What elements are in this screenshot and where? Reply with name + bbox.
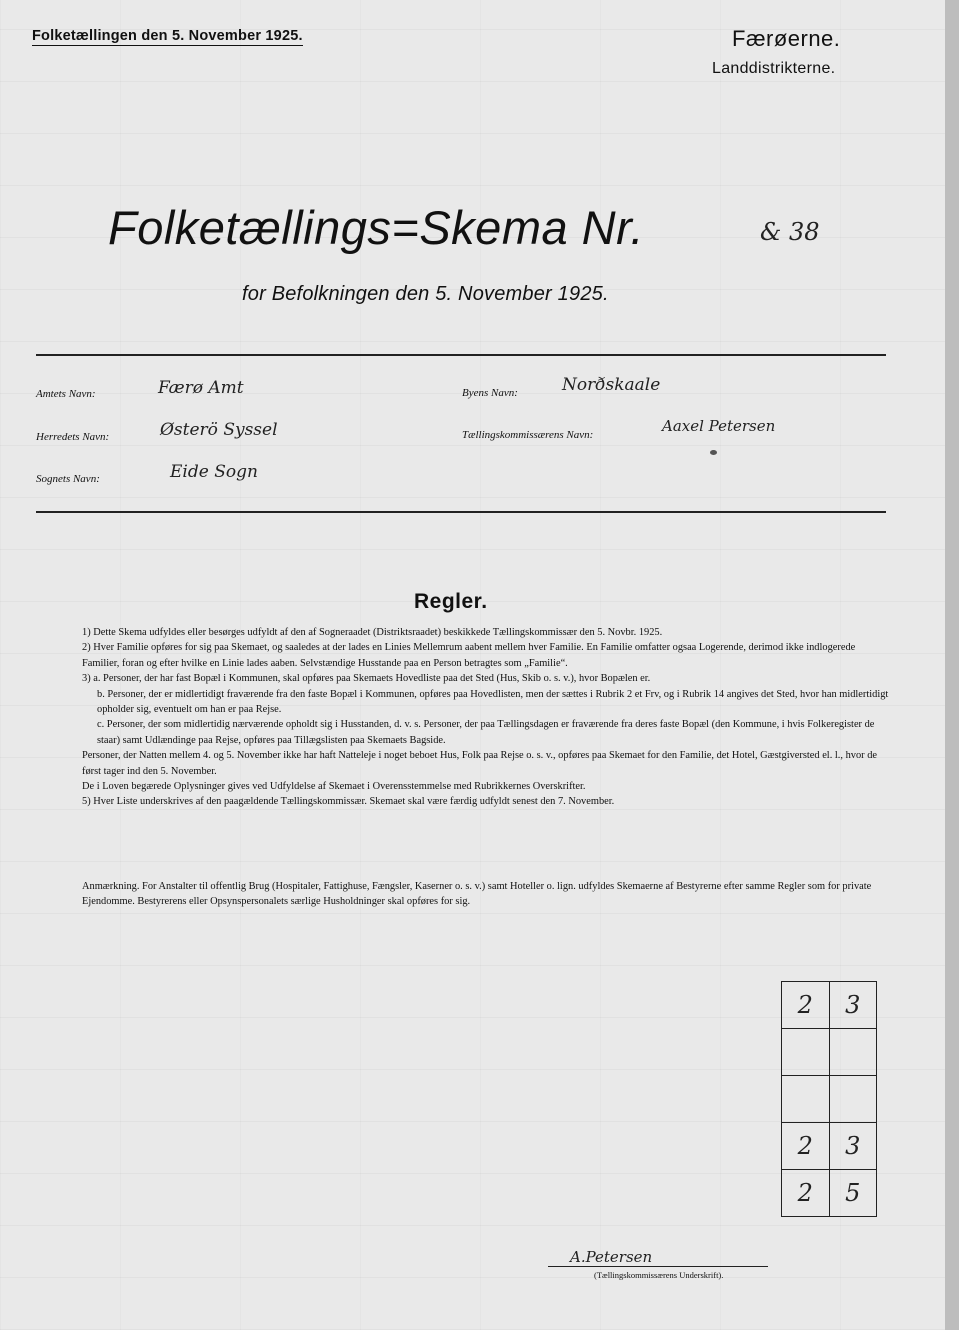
ink-blot	[710, 450, 717, 455]
herred-value: Østerö Syssel	[160, 420, 278, 440]
rule-1: 1) Dette Skema udfyldes eller besørges udfyldt af den af Sogneraadet (Distriktsraadet) beskikkede Tællingskommissær den 5. Novbr. 1925.	[82, 627, 663, 638]
region-title: Færøerne.	[732, 26, 841, 51]
form-title: Folketællings=Skema Nr.	[108, 201, 645, 254]
kommissaer-label: Tællingskommissærens Navn:	[462, 429, 594, 441]
tally-r1-c2: 3	[829, 982, 877, 1029]
top-divider	[36, 354, 886, 356]
rule-5: 5) Hver Liste underskrives af den paagældende Tællingskommissær. Skemaet skal være færdig udfyldt senest den 7. November.	[82, 796, 615, 808]
tally-box-grid	[781, 981, 877, 1217]
tally-r1-c1: 2	[782, 982, 830, 1029]
tally-r4-c2: 3	[829, 1123, 877, 1170]
tally-r5-c1: 2	[782, 1170, 830, 1217]
rules-list	[36, 625, 892, 810]
rules-heading: Regler.	[414, 590, 488, 613]
form-number-handwritten: & 38	[760, 218, 820, 246]
rule-4: Personer, der Natten mellem 4. og 5. November ikke har haft Natteleje i noget beboet Hus, Folk paa Rejse o. s. v., opføres paa Skemaet for den Familie, det Hotel, Gæstgiversted el. l., hvor de først tager ind den 5. November.	[82, 750, 878, 777]
region-subtitle: Landdistrikterne.	[712, 60, 836, 77]
rule-3a: 3) a. Personer, der har fast Bopæl i Kommunen, skal opføres paa Skemaets Hovedliste paa det Sted (Hus, Skib o. s. v.), hvor Bopælen er.	[82, 673, 651, 685]
sogn-label: Sognets Navn:	[36, 473, 100, 485]
by-value: Norðskaale	[562, 375, 661, 395]
tally-r5-c2: 5	[829, 1170, 877, 1217]
page-edge	[945, 0, 959, 1330]
amt-value: Færø Amt	[158, 378, 244, 398]
census-date-header: Folketællingen den 5. November 1925.	[32, 28, 303, 44]
tally-r2-c1	[782, 1029, 830, 1076]
rule-loven: De i Loven begærede Oplysninger gives ved Udfyldelse af Skemaet i Overensstemmelse med Rubrikkernes Overskrifter.	[82, 781, 586, 793]
kommissaer-value: Aaxel Petersen	[662, 417, 776, 435]
herred-label: Herredets Navn:	[36, 431, 110, 443]
by-label: Byens Navn:	[462, 387, 518, 399]
rule-2: 2) Hver Familie opføres for sig paa Skemaet, og saaledes at der lades en Linies Mellemrum aabent mellem hver Familie. En Familie omfatter ogsaa Logerende, derimod ikke indlogerede Familier, foran og efter hvilke en Linie lades aaben. Selvstændige Husstande paa en Person betragtes som „Familie“.	[82, 642, 856, 669]
sogn-value: Eide Sogn	[170, 462, 258, 482]
note-text: Anmærkning. For Anstalter til offentlig Brug (Hospitaler, Fattighuse, Fængsler, Kaserner o. s. v.) samt Hoteller o. lign. udfyldes Skemaerne af Bestyrerne efter samme Regler som for private Ejendomme. Bestyrerens eller Opsynspersonalets særlige Husholdninger skal opføres for sig.	[82, 881, 872, 908]
amt-label: Amtets Navn:	[36, 388, 96, 400]
rule-3b: b. Personer, der er midlertidigt fraværende fra den faste Bopæl i Kommunen, opføres paa Hovedlisten, men der sættes i Rubrik 2 et Frv, og i Rubrik 14 angives det Sted, hvor han midlertidigt opholder sig, eventuelt om han er paa Rejse.	[97, 688, 889, 716]
signature-caption: (Tællingskommissærens Underskrift).	[594, 1270, 724, 1280]
tally-r3-c1	[782, 1076, 830, 1123]
signature-handwritten: A.Petersen	[570, 1248, 653, 1266]
bottom-divider	[36, 511, 886, 513]
rule-3c: c. Personer, der som midlertidig nærværende opholdt sig i Husstanden, d. v. s. Personer, der paa Tællingsdagen er fraværende fra deres faste Bopæl (den Kommune, i hvis Folkeregister de staar) samt Udlændinge paa Rejse, opføres paa Tillægslisten paa Skemaets Bagside.	[97, 719, 875, 746]
tally-r2-c2	[829, 1029, 877, 1076]
form-subtitle: for Befolkningen den 5. November 1925.	[242, 283, 609, 305]
tally-r4-c1: 2	[782, 1123, 830, 1170]
note-paragraph	[36, 879, 892, 910]
signature-line	[548, 1266, 768, 1267]
tally-r3-c2	[829, 1076, 877, 1123]
